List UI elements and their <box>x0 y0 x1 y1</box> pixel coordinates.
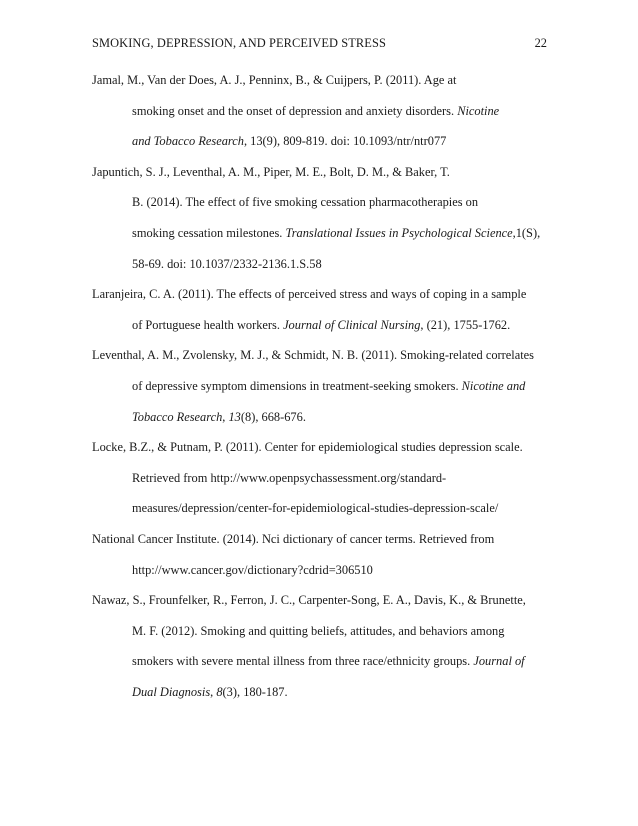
reference-continuation-line <box>92 376 552 407</box>
reference-continuation-line <box>92 621 552 652</box>
reference-text: Nawaz, S., Frounfelker, R., Ferron, J. C., Carpenter-Song, E. A., Davis, K., & Brunette, <box>92 593 526 608</box>
reference-continuation-line <box>92 254 552 285</box>
reference-text: , <box>210 684 217 699</box>
reference-first-line <box>92 70 552 101</box>
reference-continuation-line <box>92 315 552 346</box>
running-head: SMOKING, DEPRESSION, AND PERCEIVED STRESS <box>92 36 386 50</box>
italic-text: Dual Diagnosis <box>132 684 211 699</box>
italic-text: Journal of Clinical Nursing <box>283 317 421 332</box>
reference-first-line <box>92 437 552 468</box>
reference-continuation-line <box>92 131 552 162</box>
reference-first-line <box>92 590 552 621</box>
reference-continuation-line <box>92 468 552 499</box>
reference-text: M. F. (2012). Smoking and quitting beliefs, attitudes, and behaviors among <box>132 623 505 638</box>
italic-text: 13 <box>228 409 241 424</box>
reference-continuation-line <box>92 192 552 223</box>
italic-text: Journal of <box>473 654 525 669</box>
reference-first-line <box>92 345 552 376</box>
reference-text: (3), 180-187. <box>222 684 288 699</box>
reference-text: smokers with severe mental illness from three race/ethnicity groups. <box>132 654 474 669</box>
italic-text: Nicotine and <box>461 378 526 393</box>
reference-first-line <box>92 162 552 193</box>
italic-text: Tobacco Research <box>132 409 223 424</box>
reference-entry <box>92 590 552 712</box>
reference-text: , <box>222 409 229 424</box>
reference-text: Japuntich, S. J., Leventhal, A. M., Piper, M. E., Bolt, D. M., & Baker, T. <box>92 164 450 179</box>
reference-text: (8), 668-676. <box>240 409 306 424</box>
reference-text: B. (2014). The effect of five smoking cessation pharmacotherapies on <box>132 195 479 210</box>
reference-text: Locke, B.Z., & Putnam, P. (2011). Center for epidemiological studies depression scale. <box>92 440 523 455</box>
reference-text: of depressive symptom dimensions in treatment-seeking smokers. <box>132 378 462 393</box>
page-header <box>92 36 547 56</box>
reference-continuation-line <box>92 101 552 132</box>
reference-text: National Cancer Institute. (2014). Nci dictionary of cancer terms. Retrieved from <box>92 531 495 546</box>
reference-text: Retrieved from http://www.openpsychassessment.org/standard- <box>132 470 447 485</box>
page-number: 22 <box>534 36 547 50</box>
reference-list <box>92 70 552 712</box>
reference-continuation-line <box>92 651 552 682</box>
reference-continuation-line <box>92 560 552 591</box>
reference-continuation-line <box>92 498 552 529</box>
reference-continuation-line <box>92 223 552 254</box>
reference-text: smoking onset and the onset of depression and anxiety disorders. <box>132 103 458 118</box>
reference-first-line <box>92 284 552 315</box>
reference-text: , (21), 1755-1762. <box>420 317 511 332</box>
reference-text: ,1(S), <box>512 225 541 240</box>
reference-text: http://www.cancer.gov/dictionary?cdrid=306510 <box>132 562 373 577</box>
reference-text: , 13(9), 809-819. doi: 10.1093/ntr/ntr077 <box>243 134 447 149</box>
reference-text: measures/depression/center-for-epidemiological-studies-depression-scale/ <box>132 501 499 516</box>
reference-entry <box>92 284 552 345</box>
reference-entry <box>92 529 552 590</box>
reference-entry <box>92 162 552 284</box>
italic-text: and Tobacco Research <box>132 134 244 149</box>
reference-text: 58-69. doi: 10.1037/2332-2136.1.S.58 <box>132 256 322 271</box>
reference-text: smoking cessation milestones. <box>132 225 286 240</box>
reference-continuation-line <box>92 407 552 438</box>
reference-entry <box>92 70 552 162</box>
italic-text: Nicotine <box>457 103 500 118</box>
reference-entry <box>92 345 552 437</box>
reference-continuation-line <box>92 682 552 713</box>
reference-text: Jamal, M., Van der Does, A. J., Penninx, B., & Cuijpers, P. (2011). Age at <box>92 73 457 87</box>
italic-text: 8 <box>216 684 223 699</box>
reference-entry <box>92 437 552 529</box>
italic-text: Translational Issues in Psychological Science <box>285 225 513 240</box>
reference-text: Leventhal, A. M., Zvolensky, M. J., & Schmidt, N. B. (2011). Smoking-related correlates <box>92 348 534 363</box>
reference-text: Laranjeira, C. A. (2011). The effects of perceived stress and ways of coping in a sample <box>92 287 527 302</box>
reference-first-line <box>92 529 552 560</box>
reference-text: of Portuguese health workers. <box>132 317 284 332</box>
